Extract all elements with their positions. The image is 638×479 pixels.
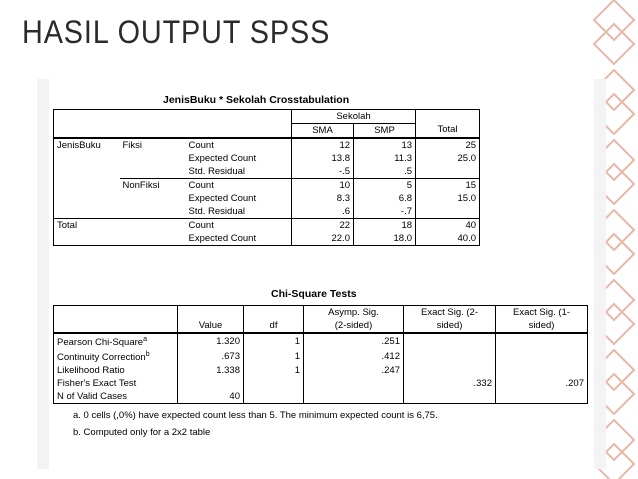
col-header-smp: SMP xyxy=(354,124,416,139)
table-row: Std. Residual .6 -.7 xyxy=(54,205,480,219)
col-header-asymp-sig: Asymp. Sig. xyxy=(304,306,404,320)
table-row: Likelihood Ratio 1.338 1 .247 xyxy=(54,364,588,377)
col-header-value: Value xyxy=(178,319,244,333)
col-header-sma: SMA xyxy=(292,124,354,139)
table-row: JenisBuku Fiksi Count 12 13 25 xyxy=(54,138,480,152)
footnote-a: a. 0 cells (,0%) have expected count less than 5. The minimum expected count is 6,75. xyxy=(73,410,438,421)
footnote-b: b. Computed only for a 2x2 table xyxy=(73,427,211,438)
col-header-exact-sig-1: Exact Sig. (1- xyxy=(496,306,588,320)
table-row: NonFiksi Count 10 5 15 xyxy=(54,179,480,193)
crosstab-group-header: Sekolah xyxy=(292,110,416,124)
col-header-exact-sig-2: Exact Sig. (2- xyxy=(404,306,496,320)
table-row: Total Count 22 18 40 xyxy=(54,219,480,233)
table-row: Expected Count 13.8 11.3 25.0 xyxy=(54,152,480,165)
crosstab-table xyxy=(53,109,480,246)
col-header-df: df xyxy=(244,319,304,333)
chisq-title: Chi-Square Tests xyxy=(271,288,357,300)
chisq-table: Asymp. Sig. Exact Sig. (2- Exact Sig. (1- Value df (2-sided) sided) sided) Pearson Chi-Square$^a$ 1.320 1 .251 Continuity Correction$^b$ .673 1 .412 Likelihood Ratio 1.338 1 .247 Fisher's Exact Test .332 .207 N of Valid Cases 40 xyxy=(53,305,588,404)
table-row: Continuity Correction$^b$ .673 1 .412 xyxy=(54,349,588,364)
slide-title: HASIL OUTPUT SPSS xyxy=(22,14,331,50)
table-row: Pearson Chi-Square$^a$ 1.320 1 .251 xyxy=(54,333,588,349)
table-row: N of Valid Cases 40 xyxy=(54,390,588,404)
crosstab-title: JenisBuku * Sekolah Crosstabulation xyxy=(163,94,350,106)
table-row: Std. Residual -.5 .5 xyxy=(54,165,480,179)
table-row: Expected Count 22.0 18.0 40.0 xyxy=(54,232,480,246)
table-row: Expected Count 8.3 6.8 15.0 xyxy=(54,192,480,205)
col-header-total: Total xyxy=(416,124,480,139)
table-row: Fisher's Exact Test .332 .207 xyxy=(54,377,588,390)
spss-output-viewer xyxy=(49,79,594,469)
